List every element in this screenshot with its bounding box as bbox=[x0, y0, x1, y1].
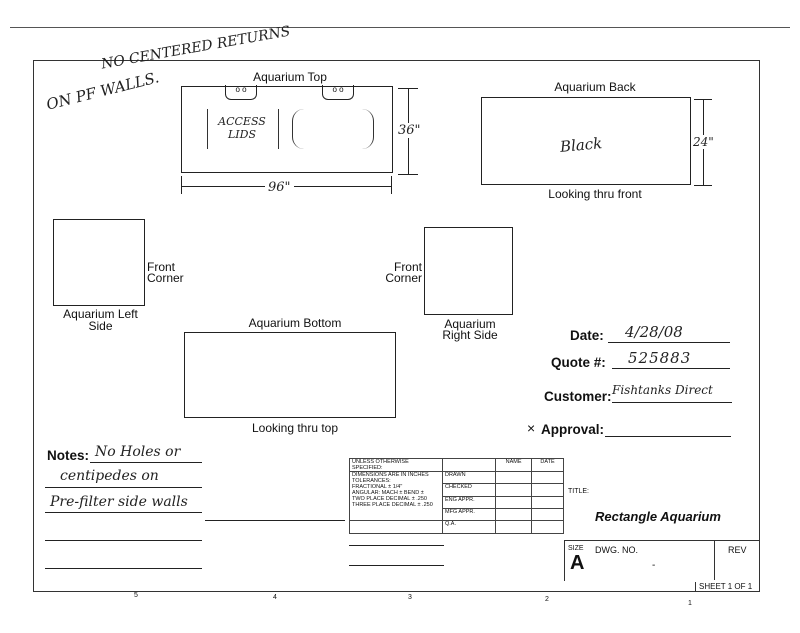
qa-label: Q.A. bbox=[442, 521, 495, 534]
height-ext-top bbox=[694, 99, 712, 100]
zone-3: 3 bbox=[408, 594, 412, 601]
zone-4: 4 bbox=[273, 594, 277, 601]
height-ext-bottom bbox=[694, 185, 712, 186]
aquarium-left-side-view bbox=[53, 219, 145, 306]
overflow-box-left: o o bbox=[225, 85, 257, 100]
three-place-note: THREE PLACE DECIMAL ± .250 bbox=[352, 502, 433, 508]
zone-5: 5 bbox=[134, 592, 138, 599]
handwritten-note-line2: ON PF WALLS. bbox=[44, 68, 161, 114]
aquarium-bottom-view bbox=[184, 332, 396, 418]
zone-2: 2 bbox=[545, 596, 549, 603]
lid-outline-right bbox=[292, 109, 374, 149]
aquarium-back-view bbox=[481, 97, 691, 185]
tolerances-note: TOLERANCES: bbox=[352, 478, 391, 484]
view-label-bottom: Aquarium Bottom bbox=[248, 316, 342, 330]
left-front-corner-label: Front Corner bbox=[147, 260, 184, 285]
mfg-appr-label: MFG APPR. bbox=[442, 508, 495, 520]
date-header: DATE bbox=[532, 459, 564, 472]
back-color-note: Black bbox=[559, 134, 603, 156]
rev-divider bbox=[714, 540, 715, 580]
notes-label: Notes: bbox=[47, 448, 90, 463]
customer-value: Fishtanks Direct bbox=[612, 383, 713, 397]
dwg-no-value: - bbox=[652, 560, 656, 571]
view-label-top: Aquarium Top bbox=[253, 70, 327, 84]
approval-field bbox=[605, 420, 731, 437]
notes-text-2: centipedes on bbox=[60, 468, 159, 484]
zone-1: 1 bbox=[688, 600, 692, 607]
rev-label: REV bbox=[728, 545, 747, 555]
notes-text-3: Pre-filter side walls bbox=[50, 494, 188, 510]
view-label-left-side: Aquarium Left Side bbox=[63, 307, 138, 333]
size-value: A bbox=[570, 552, 585, 574]
tb-line-a bbox=[349, 545, 444, 546]
aquarium-right-side-view bbox=[424, 227, 513, 315]
height-value: 24" bbox=[693, 135, 714, 149]
lids-note: ACCESS LIDS bbox=[218, 115, 266, 141]
width-value: 96" bbox=[265, 180, 294, 195]
view-label-right-side: Aquarium Right Side bbox=[442, 317, 498, 342]
checked-label: CHECKED bbox=[442, 484, 495, 496]
unless-specified: UNLESS OTHERWISE SPECIFIED: bbox=[350, 459, 443, 472]
width-ext-left bbox=[181, 176, 182, 194]
quote-label: Quote #: bbox=[551, 355, 606, 370]
fractional-note: FRACTIONAL ± 1/4" bbox=[352, 484, 403, 490]
customer-label: Customer: bbox=[544, 389, 612, 404]
sheet-label: SHEET 1 OF 1 bbox=[695, 582, 752, 591]
approval-mark: × bbox=[527, 420, 536, 436]
title-block-left bbox=[349, 458, 564, 538]
drawn-label: DRAWN bbox=[442, 472, 495, 484]
date-value: 4/28/08 bbox=[625, 323, 683, 341]
right-front-corner-label: Front Corner bbox=[385, 260, 422, 285]
title-label: TITLE: bbox=[568, 488, 590, 495]
eng-appr-label: ENG APPR. bbox=[442, 496, 495, 508]
page-top-rule bbox=[10, 27, 790, 28]
depth-ext-top bbox=[398, 88, 418, 89]
notes-text-1: No Holes or bbox=[95, 444, 181, 460]
tb-line-b bbox=[349, 565, 444, 566]
angular-note: ANGULAR: MACH ± BEND ± bbox=[352, 490, 424, 496]
aquarium-top-view bbox=[181, 86, 393, 173]
quote-value: 525883 bbox=[628, 349, 692, 367]
notes-line-5 bbox=[45, 548, 202, 569]
drawing-title: Rectangle Aquarium bbox=[595, 509, 721, 524]
name-header: NAME bbox=[496, 459, 532, 472]
handwritten-note-line1: NO CENTERED RETURNS bbox=[100, 23, 292, 73]
dims-note: DIMENSIONS ARE IN INCHES bbox=[352, 472, 429, 478]
size-label: SIZE bbox=[568, 545, 584, 552]
two-place-note: TWO PLACE DECIMAL ± .250 bbox=[352, 496, 427, 502]
depth-value: 36" bbox=[398, 123, 421, 138]
dwg-no-label: DWG. NO. bbox=[595, 545, 638, 555]
width-ext-right bbox=[391, 176, 392, 194]
overflow-box-right: o o bbox=[322, 85, 354, 100]
approval-label: Approval: bbox=[541, 422, 605, 437]
view-label-back: Aquarium Back bbox=[554, 80, 636, 94]
tb-line-c bbox=[205, 520, 345, 521]
notes-line-4 bbox=[45, 520, 202, 541]
back-caption: Looking thru front bbox=[548, 187, 642, 201]
bottom-caption: Looking thru top bbox=[251, 421, 339, 435]
depth-ext-bottom bbox=[398, 174, 418, 175]
date-label: Date: bbox=[570, 328, 604, 343]
